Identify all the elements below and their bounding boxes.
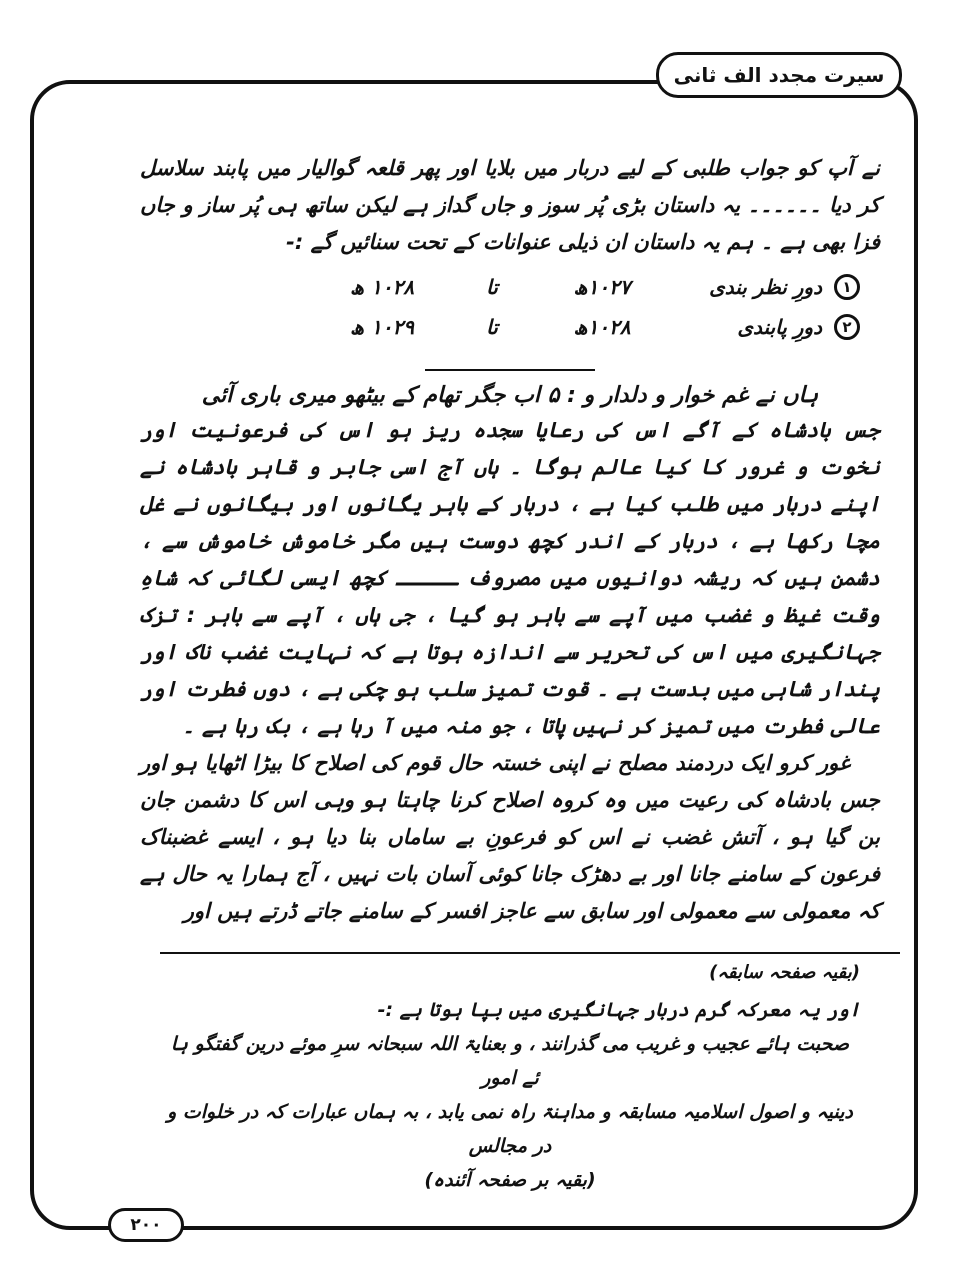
period-to: تا [486,315,498,339]
footnote-line: دینیہ و اصول اسلامیہ مسابقہ و مداہنۃ راہ نمی یابد ، بہ ہماں عبارات کہ در خلوات و در مجالس [167,1101,853,1157]
footnote-continuation: (بقیہ بر صفحہ آئندہ) [424,1169,596,1191]
page-number: ۲۰۰ [108,1208,184,1242]
footnote [160,962,860,1197]
section-heading: ہاں نے غم خوار و دلدار و : ۵ اب جگر تھام کے بیٹھو میری باری آئی [201,383,819,408]
period-to: تا [486,275,498,299]
period-item [140,307,860,347]
period-number: ۱ [834,274,860,300]
footnote-divider [160,952,900,954]
period-number: ۲ [834,314,860,340]
intro-paragraph: نے آپ کو جواب طلبی کے لیے دربار میں بلایا اور پھر قلعہ گوالیار میں پابند سلاسل کر دیا ۔۔۔۔۔۔ یہ داستان بڑی پُر سوز و جاں گداز ہے لیکن ساتھ ہی پُر ساز و جاں فزا بھی ہے ۔ ہم یہ داستان ان ذیلی عنوانات کے تحت سنائیں گے :- [140,156,880,254]
footnote-line: صحبت ہائے عجیب و غریب می گذرانند ، و بعنایۃ اللہ سبحانہ سرِ موئے درین گفتگو ہا ئے امور [170,1033,850,1089]
body-paragraph: جس بادشاہ کے آگے اس کی رعایا سجدہ ریز ہو اس کی فرعونیت اور نخوت و غرور کا کیا عالم ہوگا ۔ ہاں آج اسی جابر و قاہر بادشاہ نے اپنے دربار میں طلب کیا ہے ، دربار کے باہر یگانوں اور بیگانوں نے غل مچا رکھا ہے ، دربار کے اندر کچھ دوست ہیں مگر خاموش خاموش سے ، دشمن ہیں کہ ریشہ دوانیوں میں مصروف ـــــ کچھ ایسی لگائی کہ شاہِ وقت غیظ و غضب میں آپے سے باہر ہو گیا ، جی ہاں ، آپے سے باہر : تزک جہانگیری میں اس کی تحریر سے اندازہ ہوتا ہے کہ نہایت غضب ناک اور پندار شاہی میں بدست ہے ۔ قوت تمیز سلب ہو چکی ہے ، دوں فطرت اور عالی فطرت میں تمیز کر نہیں پاتا ، جو منہ میں آ رہا ہے ، بک رہا ہے ۔ [140,418,880,738]
section-divider [425,369,595,371]
body-paragraph: غور کرو ایک دردمند مصلح نے اپنی خستہ حال قوم کی اصلاح کا بیڑا اٹھایا ہو اور جس بادشاہ کی رعیت میں وہ کروہ اصلاح کرنا چاہتا ہو وہی اس کا دشمن جان بن گیا ہو ، آتش غضب نے اس کو فرعونِ بے ساماں بنا دیا ہو ، ایسے غضبناک فرعون کے سامنے جانا اور بے دھڑک جانا کوئی آسان بات نہیں ، آج ہمارا یہ حال ہے کہ معمولی سے معمولی اور سابق سے عاجز افسر کے سامنے جاتے ڈرتے ہیں اور [140,751,880,923]
period-name: دورِ نظر بندی [709,275,822,299]
period-end: ۱۰۲۹ ھ [350,315,414,339]
period-item [140,267,860,307]
period-start: ۱۰۲۸ھ [573,315,631,339]
footnote-line: اور یہ معرکہ گرم دربار جہانگیری میں بپا ہوتا ہے :- [377,999,860,1021]
period-end: ۱۰۲۸ ھ [350,275,414,299]
period-start: ۱۰۲۷ھ [573,275,631,299]
main-text [140,150,880,930]
footnote-start-label: (بقیہ صفحہ سابقہ) [709,962,860,983]
period-name: دورِ پابندی [737,315,822,339]
running-header: سیرت مجدد الف ثانی [656,52,902,98]
period-list [140,267,880,347]
